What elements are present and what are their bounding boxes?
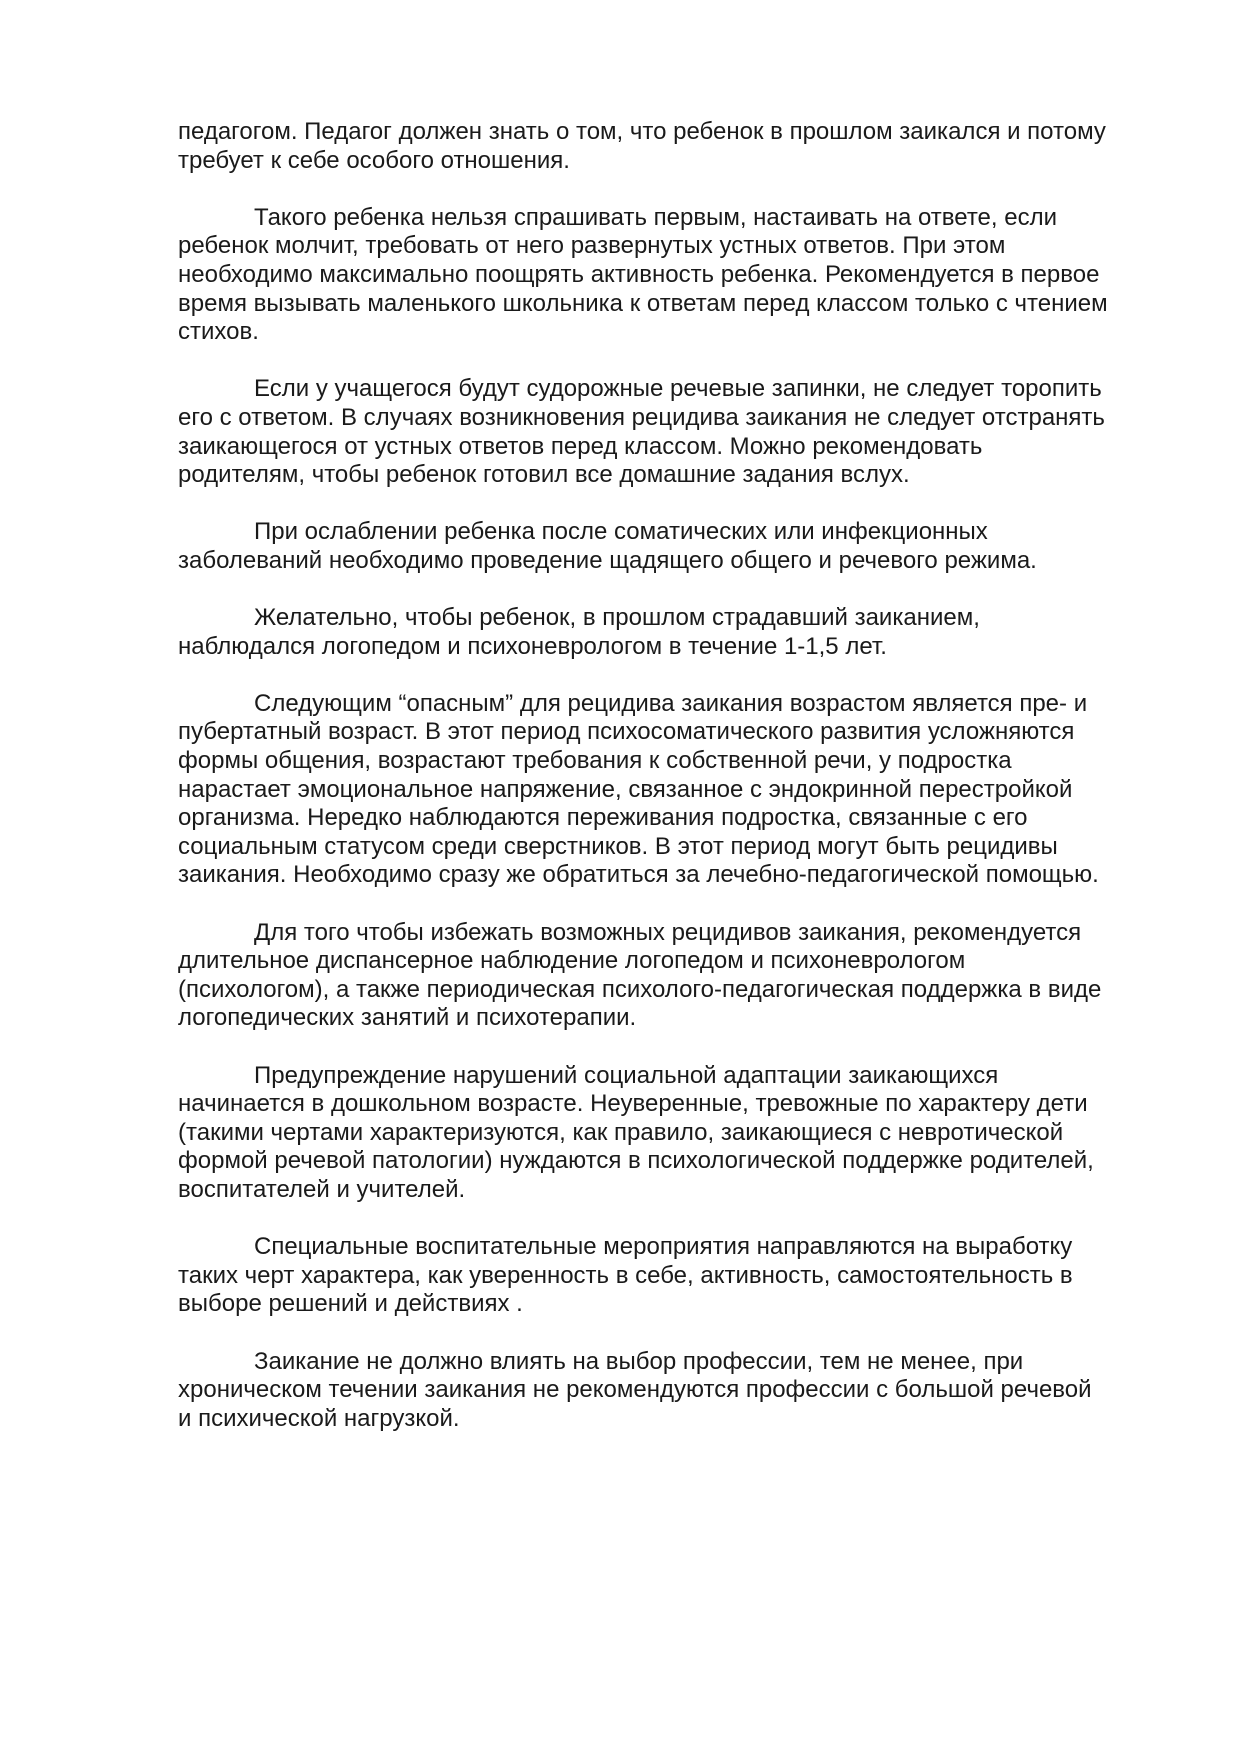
text-line: формы общения, возрастают требования к собственной речи, у подростка: [178, 747, 1012, 775]
text-line: выборе решений и действиях .: [178, 1290, 523, 1318]
text-line: требует к себе особого отношения.: [178, 146, 570, 174]
text-line: Предупреждение нарушений социальной адаптации заикающихся: [254, 1061, 999, 1089]
text-line: Следующим “опасным” для рецидива заикания возрастом является пре- и: [254, 689, 1088, 717]
text-line: хроническом течении заикания не рекомендуются профессии с большой речевой: [178, 1376, 1092, 1404]
text-line: Желательно, чтобы ребенок, в прошлом страдавший заиканием,: [254, 604, 980, 632]
paragraph-3: [178, 375, 1178, 489]
text-line: Специальные воспитательные мероприятия направляются на выработку: [254, 1233, 1073, 1261]
text-line: заикания. Необходимо сразу же обратиться за лечебно-педагогической помощью.: [178, 861, 1099, 889]
text-line: нарастает эмоциональное напряжение, связанное с эндокринной перестройкой: [178, 775, 1073, 803]
text-line: пубертатный возраст. В этот период психосоматического развития усложняются: [178, 718, 1075, 746]
text-line: начинается в дошкольном возрасте. Неуверенные, тревожные по характеру дети: [178, 1090, 1088, 1118]
text-line: заболеваний необходимо проведение щадящего общего и речевого режима.: [178, 546, 1037, 574]
paragraph-7: [178, 919, 1178, 1033]
document-body: [178, 118, 1178, 1462]
text-line: наблюдался логопедом и психоневрологом в течение 1-1,5 лет.: [178, 632, 887, 660]
paragraph-2: [178, 204, 1178, 347]
text-line: таких черт характера, как уверенность в себе, активность, самостоятельность в: [178, 1261, 1073, 1289]
text-line: ребенок молчит, требовать от него развернутых устных ответов. При этом: [178, 232, 1006, 260]
text-line: педагогом. Педагог должен знать о том, что ребенок в прошлом заикался и потому: [178, 118, 1106, 145]
paragraph-10: [178, 1348, 1178, 1434]
paragraph-9: [178, 1233, 1178, 1319]
paragraph-5: [178, 604, 1178, 661]
text-line: (психологом), а также периодическая психолого-педагогическая поддержка в виде: [178, 975, 1102, 1003]
text-line: Для того чтобы избежать возможных рецидивов заикания, рекомендуется: [254, 918, 1082, 946]
text-line: время вызывать маленького школьника к ответам перед классом только с чтением: [178, 289, 1108, 317]
text-line: Заикание не должно влиять на выбор профессии, тем не менее, при: [254, 1347, 1024, 1375]
text-line: организма. Нередко наблюдаются переживания подростка, связанные с его: [178, 804, 1028, 832]
paragraph-6: [178, 690, 1178, 890]
text-line: заикающегося от устных ответов перед классом. Можно рекомендовать: [178, 432, 983, 460]
text-line: родителям, чтобы ребенок готовил все домашние задания вслух.: [178, 461, 910, 489]
text-line: воспитателей и учителей.: [178, 1175, 466, 1203]
text-line: стихов.: [178, 318, 259, 346]
text-line: При ослаблении ребенка после соматических или инфекционных: [254, 518, 988, 546]
text-line: Если у учащегося будут судорожные речевые запинки, не следует торопить: [254, 375, 1102, 403]
text-line: Такого ребенка нельзя спрашивать первым, настаивать на ответе, если: [254, 203, 1057, 231]
paragraph-8: [178, 1062, 1178, 1205]
text-line: логопедических занятий и психотерапии.: [178, 1004, 637, 1032]
text-line: формой речевой патологии) нуждаются в психологической поддержке родителей,: [178, 1147, 1094, 1175]
text-line: социальным статусом среди сверстников. В этот период могут быть рецидивы: [178, 832, 1058, 860]
text-line: (такими чертами характеризуются, как правило, заикающиеся с невротической: [178, 1118, 1064, 1146]
text-line: длительное диспансерное наблюдение логопедом и психоневрологом: [178, 947, 966, 975]
paragraph-4: [178, 518, 1178, 575]
text-line: и психической нагрузкой.: [178, 1404, 460, 1432]
text-line: необходимо максимально поощрять активность ребенка. Рекомендуется в первое: [178, 260, 1100, 288]
text-line: его с ответом. В случаях возникновения рецидива заикания не следует отстранять: [178, 403, 1105, 431]
paragraph-1: [178, 118, 1178, 175]
